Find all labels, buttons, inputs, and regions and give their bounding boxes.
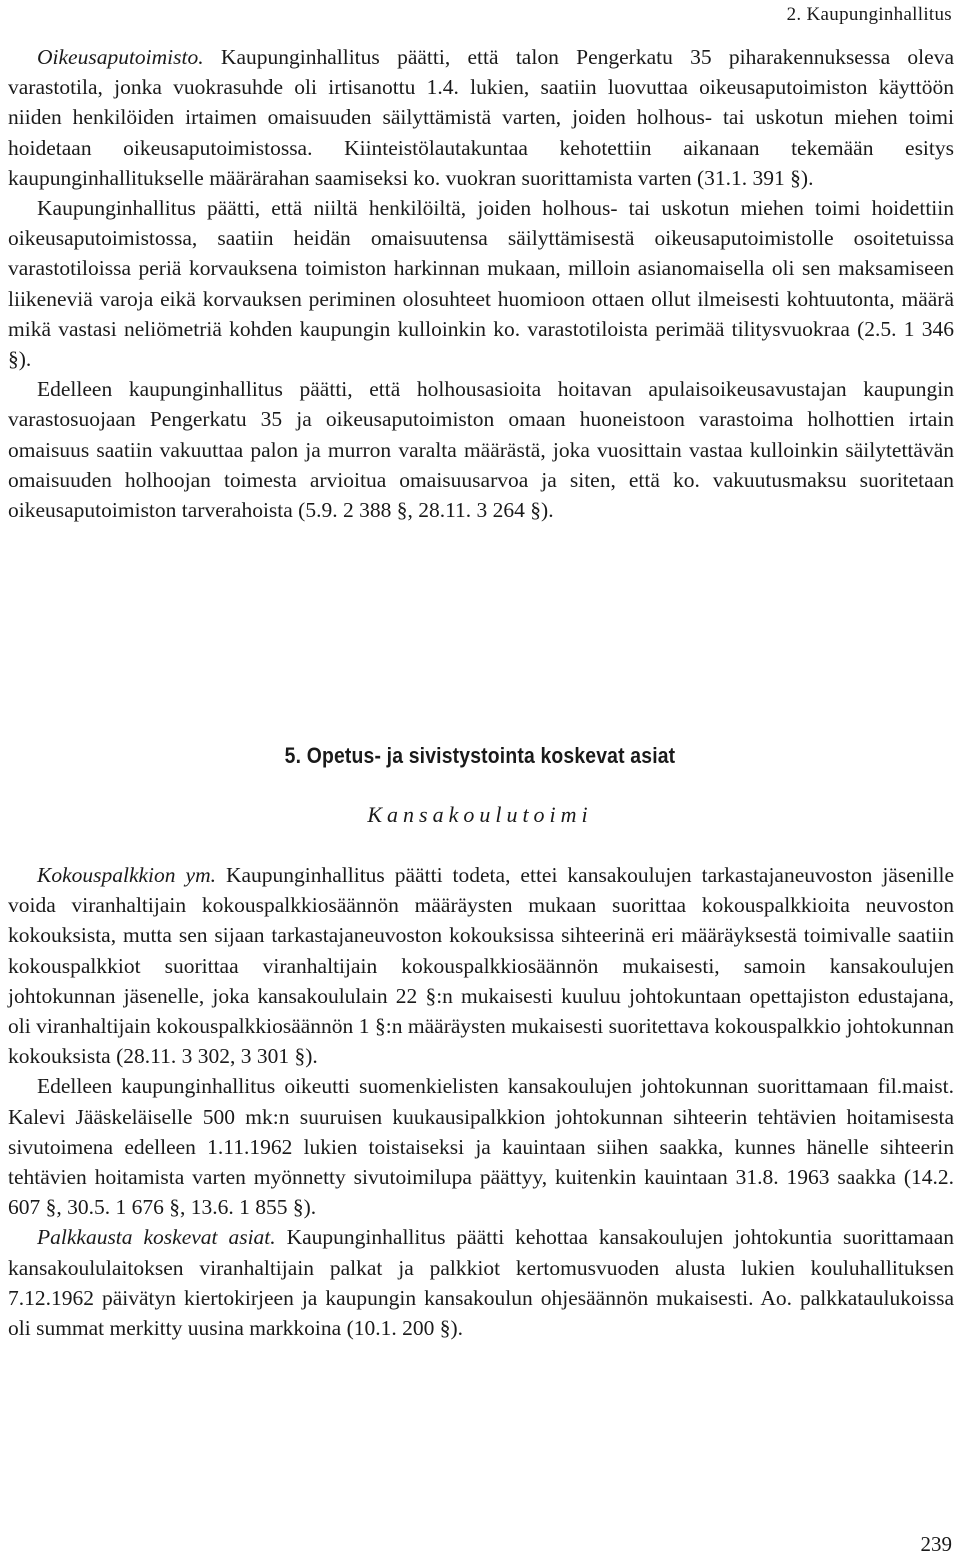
- top-text-block: [8, 42, 954, 525]
- section-heading: 5. Opetus- ja sivistystointa koskevat asiat: [284, 743, 676, 768]
- paragraph-text: Kaupunginhallitus päätti, että talon Pengerkatu 35 piharakennuksessa oleva varastotila, jonka vuokrasuhde oli irtisanottu 1.4. lukien, saatiin luovuttaa oikeusaputoimiston käyttöön niiden henkilöiden irtaimen omaisuuden säilyttämistä varten, joiden holhous- tai uskotun miehen toimi hoidetaan oikeusaputoimistossa. Kiinteistölautakuntaa kehotettiin aikanaan tekemään esitys kaupunginhallitukselle määrärahan saamiseksi ko. vuokran suorittamista varten (31.1. 391 §).: [8, 45, 954, 190]
- paragraph-lead: Oikeusaputoimisto.: [37, 45, 204, 69]
- section-subheading: Kansakoulutoimi: [367, 802, 593, 827]
- paragraph-sihteeri: [8, 1071, 954, 1222]
- paragraph-vakuutus: [8, 374, 954, 525]
- paragraph-lead: Palkkausta koskevat asiat.: [37, 1225, 276, 1250]
- paragraph-palkkaus: [8, 1222, 954, 1343]
- paragraph-lead: Kokouspalkkion ym.: [37, 863, 216, 887]
- running-header: 2. Kaupunginhallitus: [786, 4, 952, 25]
- paragraph-kokouspalkkiot: [8, 860, 954, 1071]
- paragraph-oikeusaputoimisto: [8, 42, 954, 193]
- paragraph-korvaus: [8, 193, 954, 374]
- paragraph-text: Kaupunginhallitus päätti kehottaa kansakoulujen johtokuntia suorittamaan kansakoululaitoksen viranhaltijain palkat ja palkkiot kertomusvuoden alusta lukien kouluhallituksen 7.12.1962 päivätyn kiertokirjeen ja kaupungin kansakoulun ohjesäännön mukaisesti. Ao. palkkataulukoissa oli summat merkitty uusina markkoina (10.1. 200 §).: [8, 1225, 955, 1341]
- paragraph-text: Kaupunginhallitus päätti todeta, ettei kansakoulujen tarkastajaneuvoston jäsenille voida viranhaltijain kokouspalkkiosäännön määräysten mukaan suorittaa kokouspalkkioita neuvoston kokouksista, mutta sen sijaan tarkastajaneuvoston kokouksissa sihteerinä eri määräyksestä toimivalle saatiin kokouspalkkiot suorittaa viranhaltijain kokouspalkkiosäännön mukaisesti, samoin kansakoulujen johtokunnan jäsenelle, joka kansakoululain 22 §:n mukaisesti kuuluu johtokuntaan opettajiston edustajana, oli viranhaltijain kokouspalkkiosäännön 1 §:n määräysten mukaisesti suoritettava kokouspalkkio johtokunnan kokouksista (28.11. 3 302, 3 301 §).: [8, 863, 954, 1069]
- page-number: 239: [920, 1532, 952, 1556]
- paragraph-text: Edelleen kaupunginhallitus päätti, että holhousasioita hoitavan apulaisoikeusavustajan kaupungin varastosuojaan Pengerkatu 35 ja oikeusaputoimiston omaan huoneistoon varastoima holhottien irtain omaisuus saatiin vakuuttaa palon ja murron varalta määrästä, joka vuosittain vastaa kulloinkin säilytettävän omaisuuden holhoojan toimesta arvioitua omaisuusarvoa ja siten, että ko. vakuutusmaksu suoritetaan oikeusaputoimiston tarverahoista (5.9. 2 388 §, 28.11. 3 264 §).: [8, 377, 954, 523]
- bottom-text-block: [8, 860, 954, 1343]
- paragraph-text: Kaupunginhallitus päätti, että niiltä henkilöiltä, joiden holhous- tai uskotun miehen toimi hoidettiin oikeusaputoimistossa, saatiin heidän omaisuutensa säilyttämisestä oikeusaputoimistolle osoitetuissa varastotiloissa periä korvauksena toimiston harkinnan mukaan, milloin asianomaisella oli sen maksamiseen liikeneviä varoja eikä korvauksen periminen olosuhteet huomioon ottaen ollut ilmeisesti kohtuutonta, määrä mikä vastasi neliömetriä kohden kaupungin kulloinkin ko. varastotiloista perimää tilitysvuokraa (2.5. 1 346 §).: [8, 196, 954, 372]
- paragraph-text: Edelleen kaupunginhallitus oikeutti suomenkielisten kansakoulujen johtokunnan suorittamaan fil.maist. Kalevi Jääskeläiselle 500 mk:n suuruisen kuukausipalkkion johtokunnan sihteerin tehtävien hoitamisesta sivutoimena edelleen 1.11.1962 lukien toistaiseksi ja kauintaan siihen saakka, kunnes hänelle sihteerin tehtävien hoitamista varten myönnetty sivutoimilupa päättyy, kuitenkin kauintaan 31.8. 1963 saakka (14.2. 607 §, 30.5. 1 676 §, 13.6. 1 855 §).: [8, 1074, 954, 1220]
